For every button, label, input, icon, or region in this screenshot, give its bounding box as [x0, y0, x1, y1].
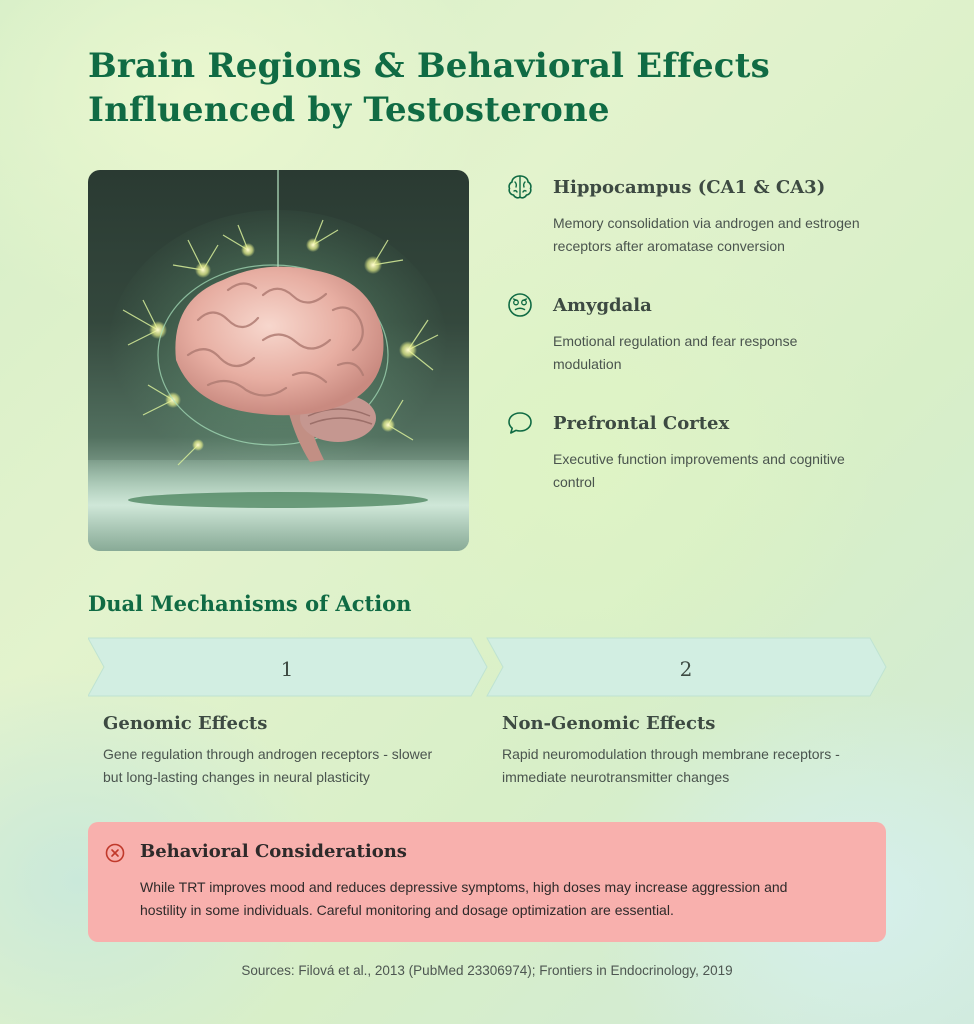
title-line-1: Brain Regions & Behavioral Effects	[88, 46, 770, 86]
alert-text: While TRT improves mood and reduces depressive symptoms, high doses may increase aggression and hostility in some individuals. Careful monitoring and dosage optimization are essential.	[140, 879, 788, 918]
sources-footnote: Sources: Filová et al., 2013 (PubMed 23306974); Frontiers in Endocrinology, 2019	[241, 963, 733, 978]
brain-outline-icon	[505, 172, 535, 202]
page-title	[88, 44, 848, 132]
region-title: Amygdala	[553, 295, 652, 316]
title-line-2: Influenced by Testosterone	[88, 90, 610, 130]
step-2-description: Rapid neuromodulation through membrane receptors - immediate neurotransmitter changes	[502, 746, 840, 785]
step-1-description: Gene regulation through androgen receptors - slower but long-lasting changes in neural plasticity	[103, 746, 433, 785]
alert-title: Behavioral Considerations	[140, 841, 407, 862]
step-2-title: Non-Genomic Effects	[502, 713, 716, 734]
behavioral-considerations-alert	[88, 822, 886, 942]
region-description: Emotional regulation and fear response modulation	[553, 333, 798, 372]
speech-bubble-icon	[505, 408, 535, 438]
step-1-number: 1	[280, 657, 294, 681]
region-title: Hippocampus (CA1 & CA3)	[553, 177, 826, 198]
brain-illustration	[88, 170, 469, 551]
brain-illustration-graphic	[88, 170, 469, 551]
mechanism-steps	[88, 637, 888, 699]
step-1-title: Genomic Effects	[103, 713, 268, 734]
region-title: Prefrontal Cortex	[553, 413, 730, 434]
step-2-number: 2	[679, 657, 693, 681]
emotion-face-icon	[505, 290, 535, 320]
region-description: Executive function improvements and cognitive control	[553, 451, 845, 490]
close-circle-icon	[104, 842, 126, 864]
region-description: Memory consolidation via androgen and estrogen receptors after aromatase conversion	[553, 215, 860, 254]
mechanisms-title: Dual Mechanisms of Action	[88, 591, 412, 616]
